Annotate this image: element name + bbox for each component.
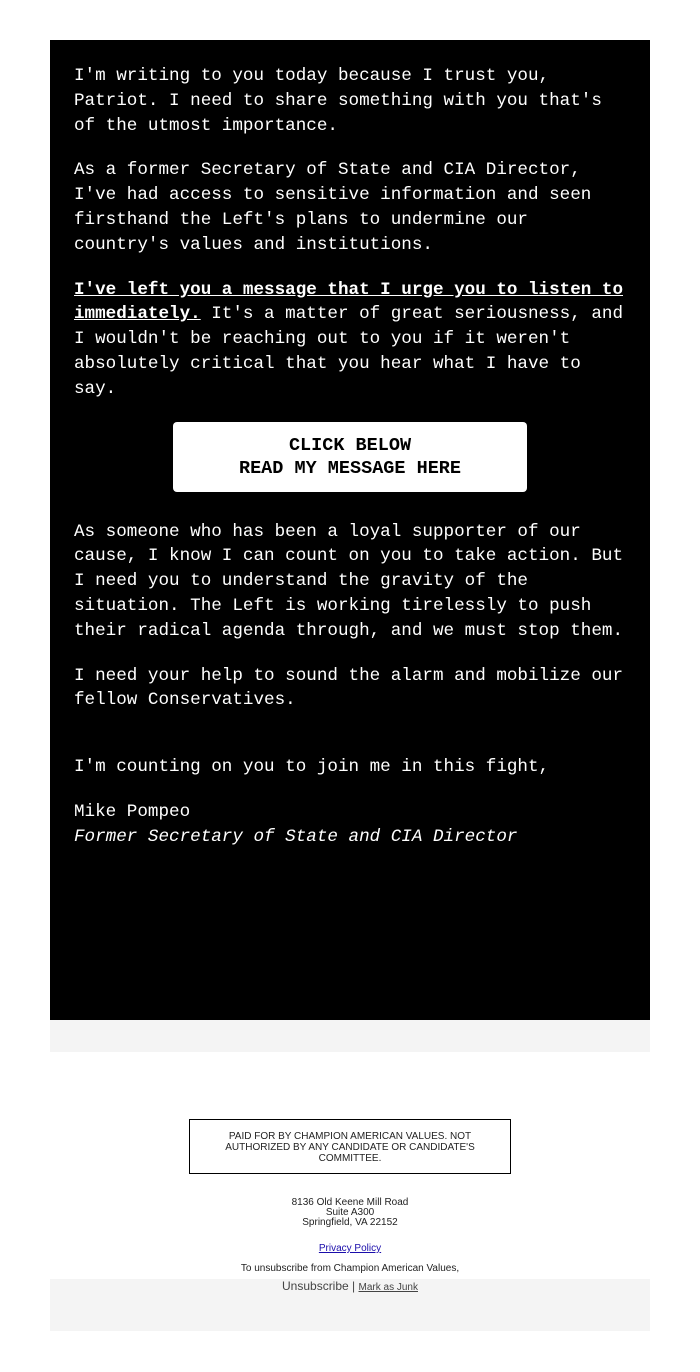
address-line-3: Springfield, VA 22152	[302, 1217, 398, 1228]
cta-line-1: CLICK BELOW	[288, 434, 412, 456]
signature-title: Former Secretary of State and CIA Director	[74, 826, 518, 847]
email-body-panel	[50, 40, 650, 1020]
paragraph-message-rest: It's a matter of great seriousness, and I wouldn't be reaching out to you if it weren't absolutely critical that you hear what I have to say.	[74, 304, 624, 399]
unsubscribe-link[interactable]: Unsubscribe	[282, 1279, 349, 1293]
mailing-address	[0, 1198, 700, 1228]
privacy-policy-link[interactable]: Privacy Policy	[318, 1243, 382, 1254]
spacer	[74, 733, 626, 755]
email-content	[74, 64, 626, 850]
paragraph-intro: I'm writing to you today because I trust you, Patriot. I need to share something with you that's of the utmost importance.	[74, 66, 602, 136]
paragraph-message	[74, 278, 626, 402]
divider-band	[50, 1020, 650, 1052]
closing-line: I'm counting on you to join me in this fight,	[74, 757, 550, 778]
read-message-button[interactable]	[173, 422, 527, 492]
paid-for-disclaimer: PAID FOR BY CHAMPION AMERICAN VALUES. NOT AUTHORIZED BY ANY CANDIDATE OR CANDIDATE'S COMMITTEE.	[189, 1119, 511, 1174]
privacy-container	[0, 1243, 700, 1255]
cta-line-2: READ MY MESSAGE HERE	[238, 457, 462, 479]
unsubscribe-row	[0, 1278, 700, 1296]
cta-container	[74, 422, 626, 492]
unsubscribe-text: To unsubscribe from Champion American Values,	[240, 1263, 460, 1274]
mark-as-junk-link[interactable]: Mark as Junk	[358, 1282, 418, 1293]
address-line-1: 8136 Old Keene Mill Road	[291, 1197, 409, 1208]
separator: |	[352, 1279, 356, 1293]
address-line-2: Suite A300	[325, 1207, 375, 1218]
message-link[interactable]: I've left you a message that I urge you to listen to immediately.	[74, 279, 624, 325]
paragraph-credentials: As a former Secretary of State and CIA Director, I've had access to sensitive information and seen firsthand the Left's plans to undermine our country's values and institutions.	[74, 160, 592, 255]
signature-name: Mike Pompeo	[74, 801, 191, 822]
paragraph-help: I need your help to sound the alarm and mobilize our fellow Conservatives.	[74, 665, 624, 711]
paragraph-supporter: As someone who has been a loyal supporter of our cause, I know I can count on you to take action. But I need you to understand the gravity of the situation. The Left is working tirelessly to push their radical agenda through, and we must stop them.	[74, 521, 624, 641]
